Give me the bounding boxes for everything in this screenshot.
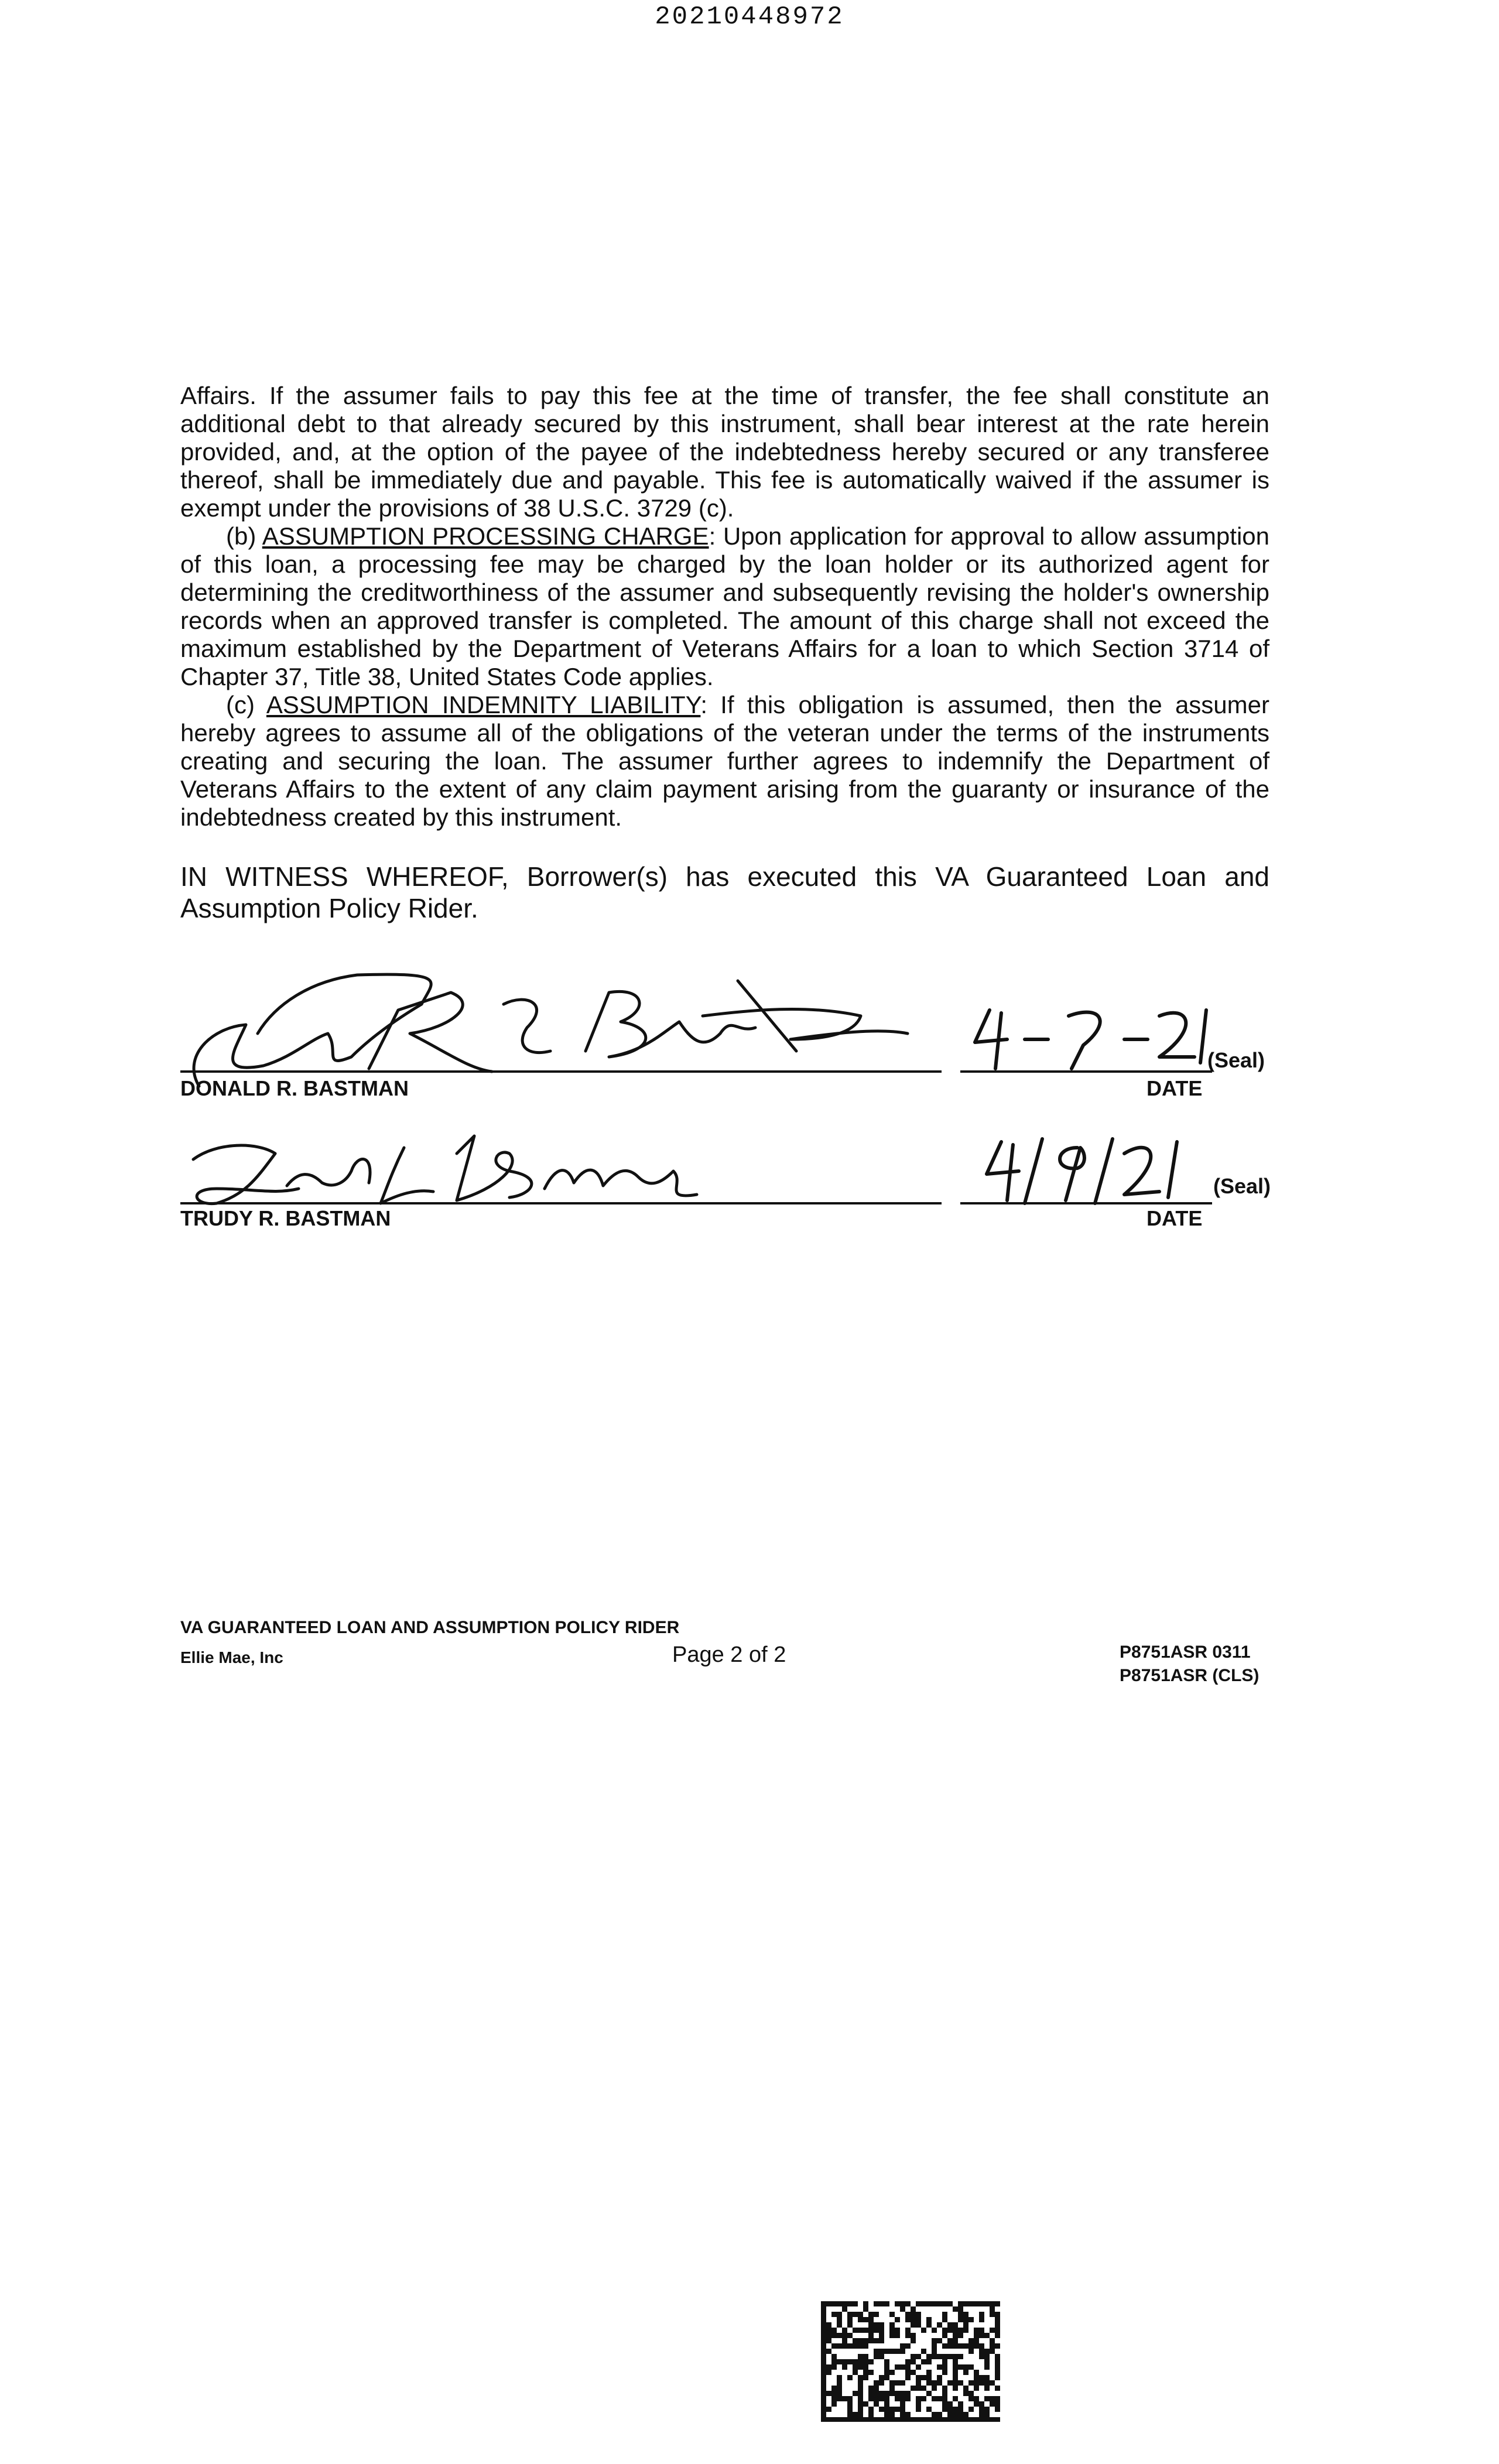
- seal-label: (Seal): [1213, 1174, 1271, 1198]
- page-number: Page 2 of 2: [672, 1642, 786, 1667]
- signature-line: [180, 1202, 942, 1204]
- rider-body: [180, 382, 1269, 831]
- signer-name: TRUDY R. BASTMAN: [180, 1206, 391, 1230]
- paragraph-a-continued: Affairs. If the assumer fails to pay this fee at the time of transfer, the fee shall constitute an additional debt to that already secured by this instrument, shall bear interest at the rate herein provided, and, at the option of the payee of the indebtedness hereby secured or any transferee thereof, shall be immediately due and payable. This fee is automatically waived if the assumer is exempt under the provisions of 38 U.S.C. 3729 (c).: [180, 382, 1269, 522]
- date-label: DATE: [1147, 1076, 1203, 1100]
- document-number: 20210448972: [655, 2, 844, 32]
- paragraph-b-heading: ASSUMPTION PROCESSING CHARGE: [262, 522, 709, 550]
- form-title: VA GUARANTEED LOAN AND ASSUMPTION POLICY RIDER: [180, 1618, 680, 1637]
- paragraph-c-label: (c): [226, 691, 255, 718]
- witness-clause: IN WITNESS WHEREOF, Borrower(s) has executed this VA Guaranteed Loan and Assumption Policy Rider.: [180, 861, 1269, 923]
- paragraph-c: [180, 691, 1269, 831]
- company-name: Ellie Mae, Inc: [180, 1648, 283, 1666]
- 2d-barcode-icon: [821, 2301, 1000, 2422]
- paragraph-c-heading: ASSUMPTION INDEMNITY LIABILITY: [266, 691, 701, 718]
- seal-label: (Seal): [1207, 1048, 1265, 1072]
- date-label: DATE: [1147, 1206, 1203, 1230]
- date-line: [960, 1202, 1212, 1204]
- date-line: [960, 1070, 1212, 1073]
- signer-name: DONALD R. BASTMAN: [180, 1076, 409, 1100]
- handwritten-date-icon: [978, 1130, 1200, 1206]
- form-code-1: P8751ASR 0311: [1120, 1642, 1251, 1662]
- paragraph-b-text: : Upon application for approval to allow assumption of this loan, a processing fee may be charged by the loan holder or its authorized agent for determining the creditworthiness of the assumer and subsequently revising the holder's ownership records when an approved transfer is completed. The amount of this charge shall not exceed the maximum established by the Department of Veterans Affairs for a loan to which Section 3714 of Chapter 37, Title 38, United States Code applies.: [180, 522, 1269, 690]
- paragraph-c-text: : If this obligation is assumed, then the assumer hereby agrees to assume all of the obligations of the veteran under the terms of the instruments creating and securing the loan. The assumer further agrees to indemnify the Department of Veterans Affairs to the extent of any claim payment arising from the guaranty or insurance of the indebtedness created by this instrument.: [180, 691, 1269, 831]
- form-code-2: P8751ASR (CLS): [1120, 1666, 1260, 1685]
- signature-line: [180, 1070, 942, 1073]
- paragraph-b: [180, 522, 1269, 691]
- paragraph-b-label: (b): [226, 522, 256, 550]
- handwritten-date-icon: [966, 998, 1212, 1074]
- handwritten-signature-icon: [182, 1130, 709, 1212]
